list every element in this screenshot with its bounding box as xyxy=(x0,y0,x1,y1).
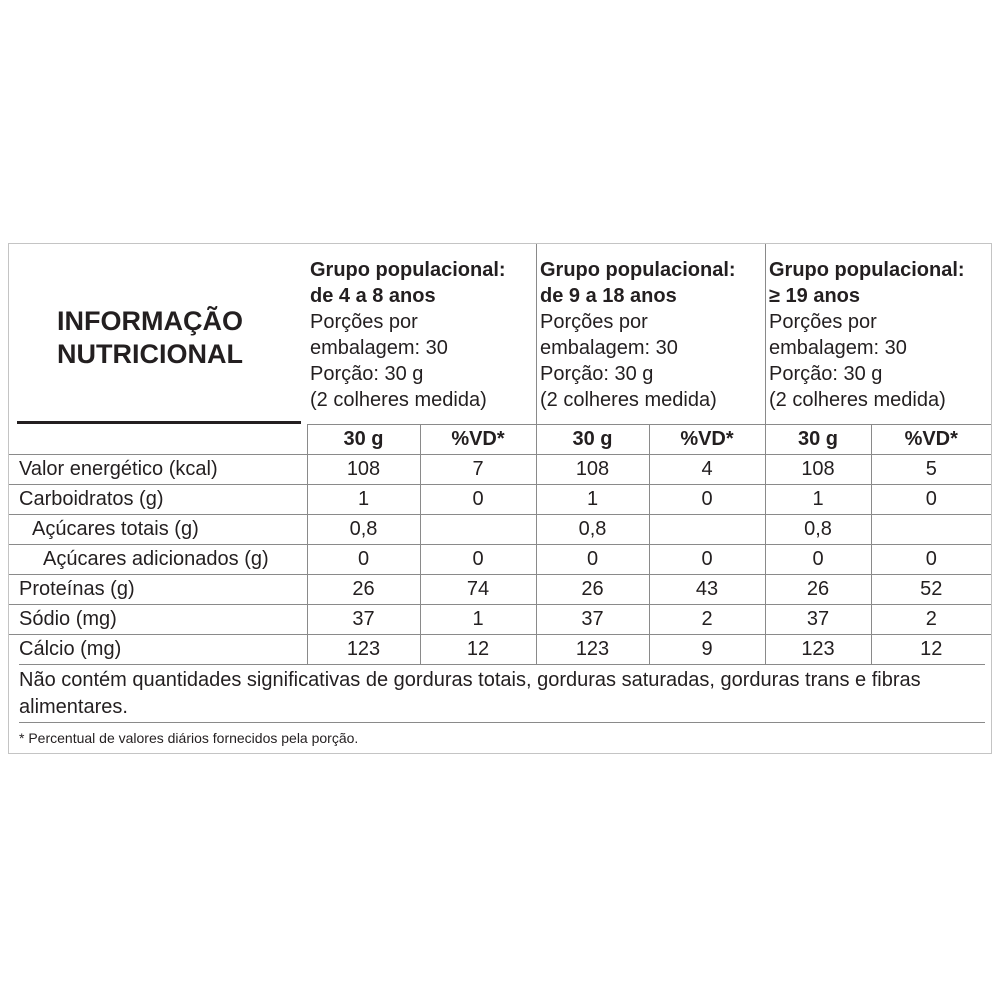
vd-cell xyxy=(649,515,765,545)
vd-cell: 5 xyxy=(871,455,991,485)
group-portions-line-2: embalagem: 30 xyxy=(769,337,907,359)
group-measure: (2 colheres medida) xyxy=(310,389,487,411)
group-title-line-2: de 4 a 8 anos xyxy=(310,285,436,307)
title-line-1: INFORMAÇÃO xyxy=(57,306,243,336)
amount-cell: 26 xyxy=(765,575,871,605)
group-serving: Porção: 30 g xyxy=(310,363,424,385)
table-row xyxy=(9,515,991,545)
group-title-line-2: de 9 a 18 anos xyxy=(540,285,677,307)
vd-cell: 0 xyxy=(649,545,765,575)
group-title-line-2: ≥ 19 anos xyxy=(769,285,861,307)
amount-cell: 123 xyxy=(765,635,871,665)
amount-cell: 123 xyxy=(307,635,420,665)
vd-cell: 2 xyxy=(871,605,991,635)
nutrient-label: Açúcares totais (g) xyxy=(9,515,307,545)
vd-cell: 43 xyxy=(649,575,765,605)
amount-cell: 26 xyxy=(307,575,420,605)
header-empty-cell xyxy=(9,425,307,455)
nutrient-label: Cálcio (mg) xyxy=(9,635,307,665)
table-header-row xyxy=(9,425,991,455)
group-divider xyxy=(765,244,766,424)
group-header-1 xyxy=(310,257,530,413)
group-measure: (2 colheres medida) xyxy=(540,389,717,411)
amount-cell: 0 xyxy=(307,545,420,575)
vd-cell: 1 xyxy=(420,605,536,635)
vd-cell: 7 xyxy=(420,455,536,485)
amount-cell: 0,8 xyxy=(765,515,871,545)
nutrition-facts-label xyxy=(8,243,992,754)
amount-cell: 108 xyxy=(307,455,420,485)
amount-cell: 0 xyxy=(765,545,871,575)
amount-cell: 0 xyxy=(536,545,649,575)
vd-cell: 2 xyxy=(649,605,765,635)
amount-cell: 108 xyxy=(765,455,871,485)
group-measure: (2 colheres medida) xyxy=(769,389,946,411)
vd-footnote: * Percentual de valores diários fornecidos pela porção. xyxy=(19,722,985,748)
nutrient-label: Proteínas (g) xyxy=(9,575,307,605)
nutrient-note: Não contém quantidades significativas de gorduras totais, gorduras saturadas, gorduras trans e fibras alimentares. xyxy=(19,664,985,721)
vd-cell: 74 xyxy=(420,575,536,605)
amount-cell: 37 xyxy=(536,605,649,635)
table-row xyxy=(9,635,991,665)
vd-cell: 0 xyxy=(420,545,536,575)
group-portions-line-1: Porções por xyxy=(310,311,418,333)
table-row xyxy=(9,545,991,575)
group-portions-line-2: embalagem: 30 xyxy=(540,337,678,359)
header-amount: 30 g xyxy=(765,425,871,455)
header-vd: %VD* xyxy=(649,425,765,455)
vd-cell: 0 xyxy=(420,485,536,515)
vd-cell: 9 xyxy=(649,635,765,665)
header-vd: %VD* xyxy=(420,425,536,455)
group-serving: Porção: 30 g xyxy=(540,363,654,385)
group-title-line-1: Grupo populacional: xyxy=(769,259,965,281)
nutrient-label: Valor energético (kcal) xyxy=(9,455,307,485)
amount-cell: 1 xyxy=(536,485,649,515)
group-portions-line-1: Porções por xyxy=(540,311,648,333)
amount-cell: 123 xyxy=(536,635,649,665)
vd-cell xyxy=(420,515,536,545)
nutrient-label: Açúcares adicionados (g) xyxy=(9,545,307,575)
title-line-2: NUTRICIONAL xyxy=(57,339,243,369)
amount-cell: 0,8 xyxy=(536,515,649,545)
group-title-line-1: Grupo populacional: xyxy=(310,259,506,281)
group-serving: Porção: 30 g xyxy=(769,363,883,385)
amount-cell: 37 xyxy=(765,605,871,635)
label-title xyxy=(57,305,297,371)
group-portions-line-1: Porções por xyxy=(769,311,877,333)
nutrition-table xyxy=(9,424,991,664)
group-header-2 xyxy=(540,257,760,413)
vd-cell: 0 xyxy=(871,545,991,575)
vd-cell: 4 xyxy=(649,455,765,485)
group-divider xyxy=(536,244,537,424)
table-row xyxy=(9,575,991,605)
vd-cell xyxy=(871,515,991,545)
nutrient-label: Sódio (mg) xyxy=(9,605,307,635)
vd-cell: 52 xyxy=(871,575,991,605)
header-amount: 30 g xyxy=(307,425,420,455)
amount-cell: 37 xyxy=(307,605,420,635)
amount-cell: 0,8 xyxy=(307,515,420,545)
vd-cell: 0 xyxy=(871,485,991,515)
amount-cell: 108 xyxy=(536,455,649,485)
group-header-3 xyxy=(769,257,989,413)
group-portions-line-2: embalagem: 30 xyxy=(310,337,448,359)
group-title-line-1: Grupo populacional: xyxy=(540,259,736,281)
table-row xyxy=(9,605,991,635)
header-amount: 30 g xyxy=(536,425,649,455)
table-row xyxy=(9,455,991,485)
nutrient-label: Carboidratos (g) xyxy=(9,485,307,515)
table-row xyxy=(9,485,991,515)
header-vd: %VD* xyxy=(871,425,991,455)
vd-cell: 12 xyxy=(420,635,536,665)
vd-cell: 0 xyxy=(649,485,765,515)
amount-cell: 1 xyxy=(765,485,871,515)
amount-cell: 1 xyxy=(307,485,420,515)
vd-cell: 12 xyxy=(871,635,991,665)
amount-cell: 26 xyxy=(536,575,649,605)
